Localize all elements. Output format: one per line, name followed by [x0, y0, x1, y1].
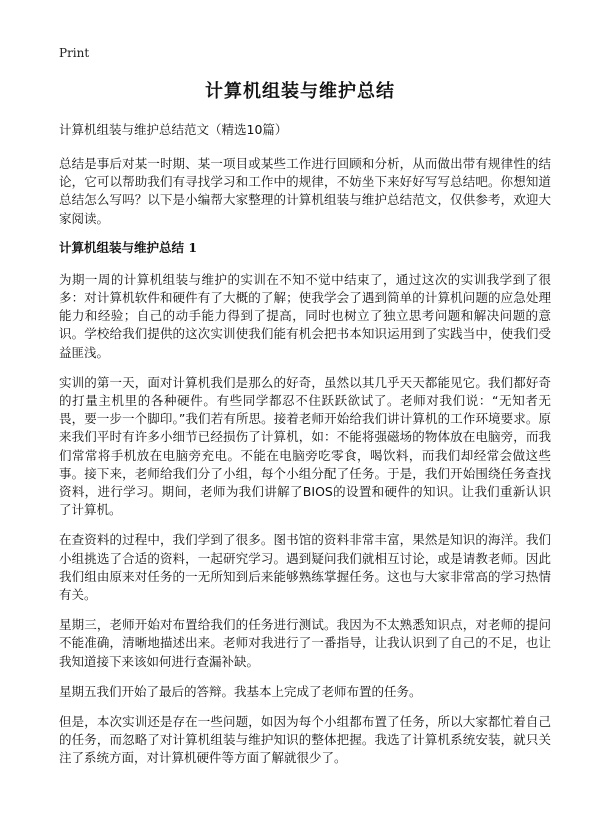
body-paragraph-1: 为期一周的计算机组装与维护的实训在不知不觉中结束了，通过这次的实训我学到了很多：对计算机软件和硬件有了大概的了解；使我学会了遇到简单的计算机问题的应急处理能力和经验；自己的动手能力得到了提高，同时也树立了独立思考问题和解决问题的意识。学校给我们提供的这次实训使我们能有机会把书本知识运用到了实践当中，使我们受益匪浅。: [59, 271, 551, 360]
document-subtitle: 计算机组装与维护总结范文（精选10篇）: [59, 122, 288, 137]
document-body: [59, 122, 551, 780]
print-link[interactable]: Print: [59, 46, 90, 60]
body-paragraph-5: 星期五我们开始了最后的答辩。我基本上完成了老师布置的任务。: [59, 683, 422, 699]
page-title: 计算机组装与维护总结: [205, 81, 395, 102]
body-paragraph-2: 实训的第一天，面对计算机我们是那么的好奇，虽然以其几乎天天都能见它。我们都好奇的打量主机里的各种硬件。有些同学都忍不住跃跃欲试了。老师对我们说：“无知者无畏，要一步一个脚印。”我们若有所思。接着老师开始给我们讲计算机的工作环境要求。原来我们平时有许多小细节已经损伤了计算机，如：不能将强磁场的物体放在电脑旁，而我们常常将手机放在电脑旁充电。不能在电脑旁吃零食，喝饮料，而我们却经常会做这些事。接下来，老师给我们分了小组，每个小组分配了任务。于是，我们开始围绕任务查找资料，进行学习。期间，老师为我们讲解了BIOS的设置和硬件的知识。让我们重新认识了计算机。: [59, 374, 551, 518]
body-paragraph-3: 在查资料的过程中，我们学到了很多。图书馆的资料非常丰富，果然是知识的海洋。我们小组挑选了合适的资料，一起研究学习。遇到疑问我们就相互讨论，或是请教老师。因此我们组由原来对任务的一无所知到后来能够熟练掌握任务。这也与大家非常高的学习热情有关。: [59, 532, 551, 603]
intro-paragraph: 总结是事后对某一时期、某一项目或某些工作进行回顾和分析，从而做出带有规律性的结论，它可以帮助我们有寻找学习和工作中的规律，不妨坐下来好好写写总结吧。你想知道总结怎么写吗？以下是小编帮大家整理的计算机组装与维护总结范文，仅供参考，欢迎大家阅读。: [59, 156, 551, 226]
body-paragraph-4: 星期三，老师开始对布置给我们的任务进行测试。我因为不太熟悉知识点，对老师的提问不能准确，清晰地描述出来。老师对我进行了一番指导，让我认识到了自己的不足，也让我知道接下来该如何进行查漏补缺。: [59, 617, 551, 669]
section-heading: 计算机组装与维护总结 1: [59, 239, 198, 255]
body-paragraph-6: 但是，本次实训还是存在一些问题，如因为每个小组都布置了任务，所以大家都忙着自己的任务，而忽略了对计算机组装与维护知识的整体把握。我选了计算机系统安装，就只关注了系统方面，对计算机硬件等方面了解就很少了。: [59, 714, 551, 766]
